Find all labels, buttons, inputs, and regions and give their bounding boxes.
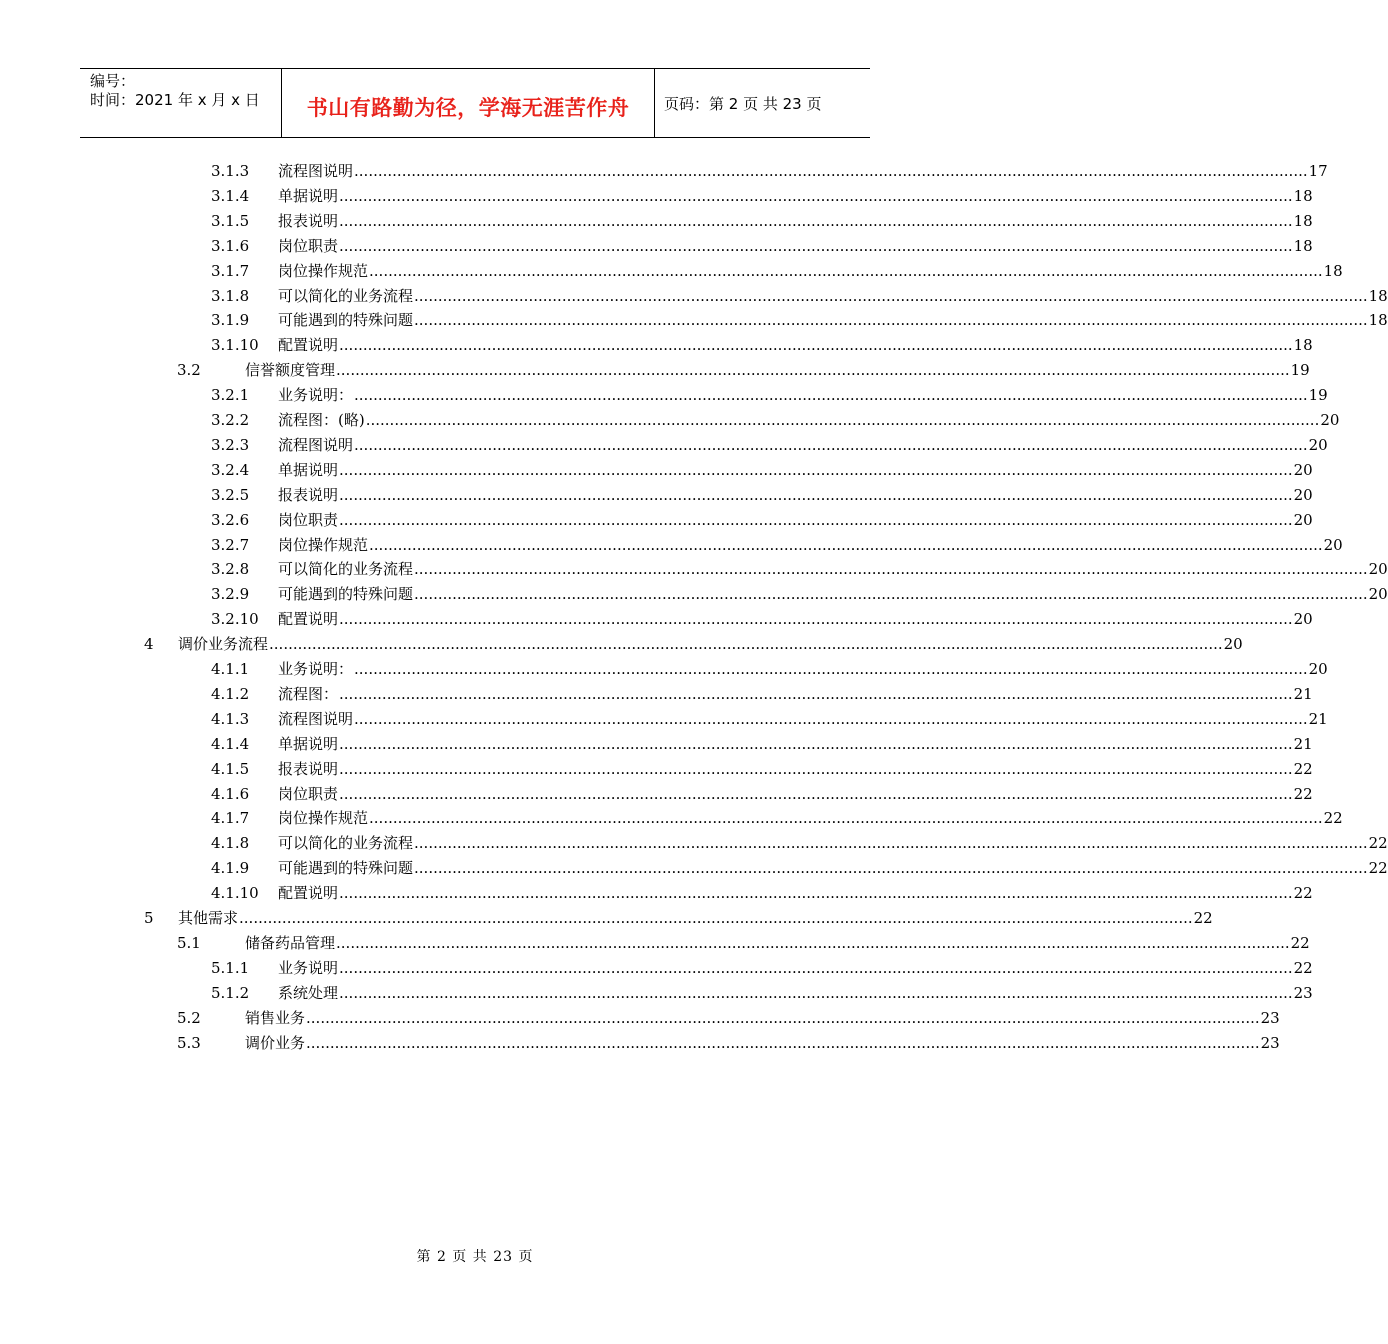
toc-entry-page: 20 bbox=[1368, 585, 1388, 604]
toc-entry-title: 岗位职责 bbox=[278, 236, 339, 255]
toc-entry-page: 22 bbox=[1293, 884, 1313, 903]
toc-entry-page: 18 bbox=[1293, 336, 1313, 355]
toc-dot-leader: ........................................................................................................................................................................................................ bbox=[414, 834, 1368, 853]
toc-entry[interactable] bbox=[0, 806, 1343, 831]
toc-entry[interactable] bbox=[0, 259, 1343, 284]
toc-entry-title: 配置说明 bbox=[278, 336, 339, 355]
toc-entry-title: 可能遇到的特殊问题 bbox=[278, 585, 414, 604]
toc-entry[interactable] bbox=[0, 184, 1313, 209]
toc-entry[interactable] bbox=[0, 159, 1328, 184]
toc-entry-number: 4.1.1 bbox=[211, 660, 250, 678]
toc-entry[interactable] bbox=[0, 209, 1313, 234]
header-page-info: 页码：第 2 页 共 23 页 bbox=[664, 95, 822, 113]
toc-dot-leader: ........................................................................................................................................................................................................ bbox=[339, 610, 1293, 629]
toc-entry-page: 20 bbox=[1223, 635, 1243, 654]
toc-dot-leader: ........................................................................................................................................................................................................ bbox=[339, 734, 1293, 753]
toc-entry-title: 可以简化的业务流程 bbox=[278, 834, 414, 853]
toc-entry-title: 调价业务流程 bbox=[178, 635, 269, 654]
toc-entry[interactable] bbox=[0, 657, 1328, 682]
toc-entry-title: 单据说明 bbox=[278, 460, 339, 479]
toc-entry-number: 5.2 bbox=[177, 1008, 201, 1027]
toc-entry[interactable] bbox=[0, 383, 1328, 408]
toc-entry-page: 19 bbox=[1290, 361, 1310, 380]
toc-entry[interactable] bbox=[0, 333, 1313, 358]
toc-dot-leader: ........................................................................................................................................................................................................ bbox=[306, 1008, 1260, 1027]
toc-entry-title: 岗位操作规范 bbox=[278, 261, 369, 280]
toc-entry-title: 可能遇到的特殊问题 bbox=[278, 311, 414, 330]
toc-entry-title: 配置说明 bbox=[278, 610, 339, 629]
toc-entry-title: 报表说明 bbox=[278, 485, 339, 504]
toc-dot-leader: ........................................................................................................................................................................................................ bbox=[339, 884, 1293, 903]
toc-dot-leader: ........................................................................................................................................................................................................ bbox=[269, 635, 1223, 654]
toc-entry-number: 5 bbox=[144, 909, 154, 927]
toc-entry-number: 5.3 bbox=[177, 1033, 201, 1052]
toc-entry[interactable] bbox=[0, 284, 1388, 309]
toc-entry-page: 20 bbox=[1293, 610, 1313, 629]
toc-entry-number: 5.1.1 bbox=[211, 958, 250, 977]
toc-entry-title: 单据说明 bbox=[278, 186, 339, 205]
toc-entry-number: 4.1.3 bbox=[211, 709, 250, 728]
toc-dot-leader: ........................................................................................................................................................................................................ bbox=[414, 560, 1368, 579]
toc-entry[interactable] bbox=[0, 881, 1313, 906]
toc-entry-title: 其他需求 bbox=[178, 909, 239, 927]
toc-entry-number: 4.1.7 bbox=[211, 809, 250, 828]
toc-dot-leader: ........................................................................................................................................................................................................ bbox=[369, 261, 1323, 280]
toc-dot-leader: ........................................................................................................................................................................................................ bbox=[354, 435, 1308, 454]
toc-entry-number: 3.2.8 bbox=[211, 560, 250, 579]
toc-dot-leader: ........................................................................................................................................................................................................ bbox=[339, 186, 1293, 205]
toc-entry[interactable] bbox=[0, 707, 1328, 732]
toc-entry-title: 储备药品管理 bbox=[245, 933, 336, 952]
toc-entry-page: 19 bbox=[1308, 386, 1328, 405]
toc-entry-number: 3.2.1 bbox=[211, 386, 250, 405]
toc-dot-leader: ........................................................................................................................................................................................................ bbox=[336, 933, 1290, 952]
toc-entry[interactable] bbox=[0, 782, 1313, 807]
toc-entry[interactable] bbox=[0, 508, 1313, 533]
toc-dot-leader: ........................................................................................................................................................................................................ bbox=[339, 983, 1293, 1002]
toc-entry-number: 3.1.4 bbox=[211, 186, 250, 205]
toc-entry-number: 4.1.2 bbox=[211, 684, 250, 703]
toc-entry-page: 21 bbox=[1293, 734, 1313, 753]
toc-entry-title: 可以简化的业务流程 bbox=[278, 560, 414, 579]
toc-entry-page: 22 bbox=[1293, 784, 1313, 803]
toc-entry[interactable] bbox=[0, 956, 1313, 981]
toc-entry-number: 3.1.6 bbox=[211, 236, 250, 255]
toc-entry[interactable] bbox=[0, 682, 1313, 707]
toc-entry-title: 流程图说明 bbox=[278, 709, 354, 728]
toc-entry-page: 20 bbox=[1308, 660, 1328, 678]
toc-entry-page: 22 bbox=[1368, 834, 1388, 853]
toc-dot-leader: ........................................................................................................................................................................................................ bbox=[239, 909, 1193, 927]
toc-entry-number: 3.1.10 bbox=[211, 336, 259, 355]
toc-entry[interactable] bbox=[0, 582, 1388, 607]
toc-dot-leader: ........................................................................................................................................................................................................ bbox=[414, 311, 1368, 330]
header-page-cell bbox=[655, 69, 870, 137]
toc-entry[interactable] bbox=[0, 308, 1388, 333]
header-info-cell bbox=[80, 69, 282, 137]
toc-entry-number: 3.1.7 bbox=[211, 261, 250, 280]
toc-entry-number: 3.2.6 bbox=[211, 510, 250, 529]
toc-entry-number: 5.1 bbox=[177, 933, 201, 952]
toc-entry-page: 22 bbox=[1323, 809, 1343, 828]
toc-entry-page: 23 bbox=[1260, 1033, 1280, 1052]
toc-entry[interactable] bbox=[0, 906, 1213, 931]
header-motto: 书山有路勤为径，学海无涯苦作舟 bbox=[306, 96, 630, 120]
toc-dot-leader: ........................................................................................................................................................................................................ bbox=[369, 535, 1323, 554]
toc-entry[interactable] bbox=[0, 234, 1313, 259]
toc-entry-title: 信誉额度管理 bbox=[245, 361, 336, 380]
toc-entry-page: 21 bbox=[1308, 709, 1328, 728]
toc-entry-page: 22 bbox=[1193, 909, 1213, 927]
toc-entry[interactable] bbox=[0, 931, 1310, 956]
toc-entry-title: 销售业务 bbox=[245, 1008, 306, 1027]
toc-entry-title: 配置说明 bbox=[278, 884, 339, 903]
toc-entry-number: 3.1.3 bbox=[211, 162, 250, 180]
toc-entry-number: 3.2 bbox=[177, 361, 201, 380]
toc-dot-leader: ........................................................................................................................................................................................................ bbox=[414, 585, 1368, 604]
toc-dot-leader: ........................................................................................................................................................................................................ bbox=[339, 460, 1293, 479]
toc-entry-number: 3.2.2 bbox=[211, 411, 250, 429]
toc-entry[interactable] bbox=[0, 533, 1343, 558]
toc-entry-page: 21 bbox=[1293, 684, 1313, 703]
toc-dot-leader: ........................................................................................................................................................................................................ bbox=[336, 361, 1290, 380]
toc-entry-number: 5.1.2 bbox=[211, 983, 250, 1002]
toc-entry-page: 18 bbox=[1293, 236, 1313, 255]
toc-entry[interactable] bbox=[0, 1006, 1280, 1031]
toc-entry-number: 4.1.9 bbox=[211, 859, 250, 878]
toc-entry-number: 4 bbox=[144, 635, 154, 654]
toc-dot-leader: ........................................................................................................................................................................................................ bbox=[339, 236, 1293, 255]
toc-entry-page: 18 bbox=[1293, 211, 1313, 230]
toc-dot-leader: ........................................................................................................................................................................................................ bbox=[414, 859, 1368, 878]
toc-dot-leader: ........................................................................................................................................................................................................ bbox=[339, 958, 1293, 977]
toc-entry-page: 20 bbox=[1368, 560, 1388, 579]
toc-entry-title: 流程图： bbox=[278, 684, 339, 703]
toc-entry-title: 业务说明： bbox=[278, 386, 354, 405]
toc-entry-page: 17 bbox=[1308, 162, 1328, 180]
toc-dot-leader: ........................................................................................................................................................................................................ bbox=[354, 660, 1308, 678]
toc-entry-number: 4.1.8 bbox=[211, 834, 250, 853]
toc-dot-leader: ........................................................................................................................................................................................................ bbox=[339, 485, 1293, 504]
toc-entry-page: 22 bbox=[1368, 859, 1388, 878]
toc-entry-number: 3.2.10 bbox=[211, 610, 259, 629]
toc-entry[interactable] bbox=[0, 981, 1313, 1006]
toc-entry-title: 流程图说明 bbox=[278, 435, 354, 454]
toc-dot-leader: ........................................................................................................................................................................................................ bbox=[354, 709, 1308, 728]
toc-entry-title: 调价业务 bbox=[245, 1033, 306, 1052]
toc-dot-leader: ........................................................................................................................................................................................................ bbox=[339, 784, 1293, 803]
toc-entry-number: 3.2.5 bbox=[211, 485, 250, 504]
toc-entry[interactable] bbox=[0, 557, 1388, 582]
toc-entry-number: 3.1.9 bbox=[211, 311, 250, 330]
toc-entry-page: 20 bbox=[1293, 510, 1313, 529]
toc-dot-leader: ........................................................................................................................................................................................................ bbox=[339, 510, 1293, 529]
toc-entry-number: 4.1.5 bbox=[211, 759, 250, 778]
toc-entry-page: 18 bbox=[1323, 261, 1343, 280]
toc-entry-title: 可能遇到的特殊问题 bbox=[278, 859, 414, 878]
toc-entry-title: 流程图：(略) bbox=[278, 411, 365, 429]
toc-entry-number: 3.1.8 bbox=[211, 286, 250, 305]
toc-entry[interactable] bbox=[0, 408, 1340, 433]
toc-entry-title: 业务说明： bbox=[278, 660, 354, 678]
toc-entry-number: 3.2.9 bbox=[211, 585, 250, 604]
toc-dot-leader: ........................................................................................................................................................................................................ bbox=[414, 286, 1368, 305]
toc-entry-title: 报表说明 bbox=[278, 211, 339, 230]
toc-entry-title: 报表说明 bbox=[278, 759, 339, 778]
toc-entry-number: 3.2.4 bbox=[211, 460, 250, 479]
document-number-label: 编号： bbox=[90, 72, 136, 90]
toc-entry[interactable] bbox=[0, 1031, 1280, 1056]
toc-entry-number: 4.1.10 bbox=[211, 884, 259, 903]
toc-entry-page: 20 bbox=[1308, 435, 1328, 454]
toc-entry-page: 22 bbox=[1293, 958, 1313, 977]
toc-entry[interactable] bbox=[0, 483, 1313, 508]
toc-dot-leader: ........................................................................................................................................................................................................ bbox=[339, 684, 1293, 703]
toc-entry-title: 岗位职责 bbox=[278, 784, 339, 803]
toc-entry[interactable] bbox=[0, 607, 1313, 632]
toc-entry-number: 4.1.4 bbox=[211, 734, 250, 753]
toc-entry-page: 23 bbox=[1293, 983, 1313, 1002]
toc-dot-leader: ........................................................................................................................................................................................................ bbox=[365, 411, 1320, 429]
toc-entry-number: 3.1.5 bbox=[211, 211, 250, 230]
page-footer: 第 2 页 共 23 页 bbox=[416, 1249, 534, 1265]
toc-entry-number: 3.2.7 bbox=[211, 535, 250, 554]
document-time-label: 时间：2021 年 x 月 x 日 bbox=[90, 91, 260, 109]
toc-entry[interactable] bbox=[0, 831, 1388, 856]
toc-entry-page: 18 bbox=[1368, 311, 1388, 330]
toc-entry-page: 22 bbox=[1290, 933, 1310, 952]
page-header bbox=[80, 68, 870, 138]
toc-entry-title: 流程图说明 bbox=[278, 162, 354, 180]
toc-entry-page: 20 bbox=[1323, 535, 1343, 554]
toc-entry-number: 4.1.6 bbox=[211, 784, 250, 803]
toc-dot-leader: ........................................................................................................................................................................................................ bbox=[339, 211, 1293, 230]
toc-dot-leader: ........................................................................................................................................................................................................ bbox=[306, 1033, 1260, 1052]
toc-entry[interactable] bbox=[0, 757, 1313, 782]
toc-entry-number: 3.2.3 bbox=[211, 435, 250, 454]
toc-dot-leader: ........................................................................................................................................................................................................ bbox=[339, 336, 1293, 355]
toc-entry-title: 系统处理 bbox=[278, 983, 339, 1002]
toc-entry[interactable] bbox=[0, 433, 1328, 458]
toc-entry-page: 22 bbox=[1293, 759, 1313, 778]
toc-entry[interactable] bbox=[0, 632, 1243, 657]
toc-entry[interactable] bbox=[0, 856, 1388, 881]
toc-entry-page: 20 bbox=[1320, 411, 1340, 429]
toc-entry-title: 可以简化的业务流程 bbox=[278, 286, 414, 305]
toc-entry-title: 单据说明 bbox=[278, 734, 339, 753]
toc-entry[interactable] bbox=[0, 358, 1310, 383]
toc-entry-page: 20 bbox=[1293, 485, 1313, 504]
toc-entry-title: 岗位操作规范 bbox=[278, 535, 369, 554]
toc-entry-title: 岗位操作规范 bbox=[278, 809, 369, 828]
toc-dot-leader: ........................................................................................................................................................................................................ bbox=[354, 386, 1308, 405]
toc-dot-leader: ........................................................................................................................................................................................................ bbox=[369, 809, 1323, 828]
header-motto-cell bbox=[282, 69, 655, 137]
toc-entry-title: 岗位职责 bbox=[278, 510, 339, 529]
toc-entry-page: 23 bbox=[1260, 1008, 1280, 1027]
toc-entry[interactable] bbox=[0, 458, 1313, 483]
toc-entry[interactable] bbox=[0, 732, 1313, 757]
toc-dot-leader: ........................................................................................................................................................................................................ bbox=[339, 759, 1293, 778]
toc-entry-page: 20 bbox=[1293, 460, 1313, 479]
toc-dot-leader: ........................................................................................................................................................................................................ bbox=[354, 162, 1308, 180]
toc-entry-title: 业务说明 bbox=[278, 958, 339, 977]
toc-entry-page: 18 bbox=[1293, 186, 1313, 205]
toc-entry-page: 18 bbox=[1368, 286, 1388, 305]
